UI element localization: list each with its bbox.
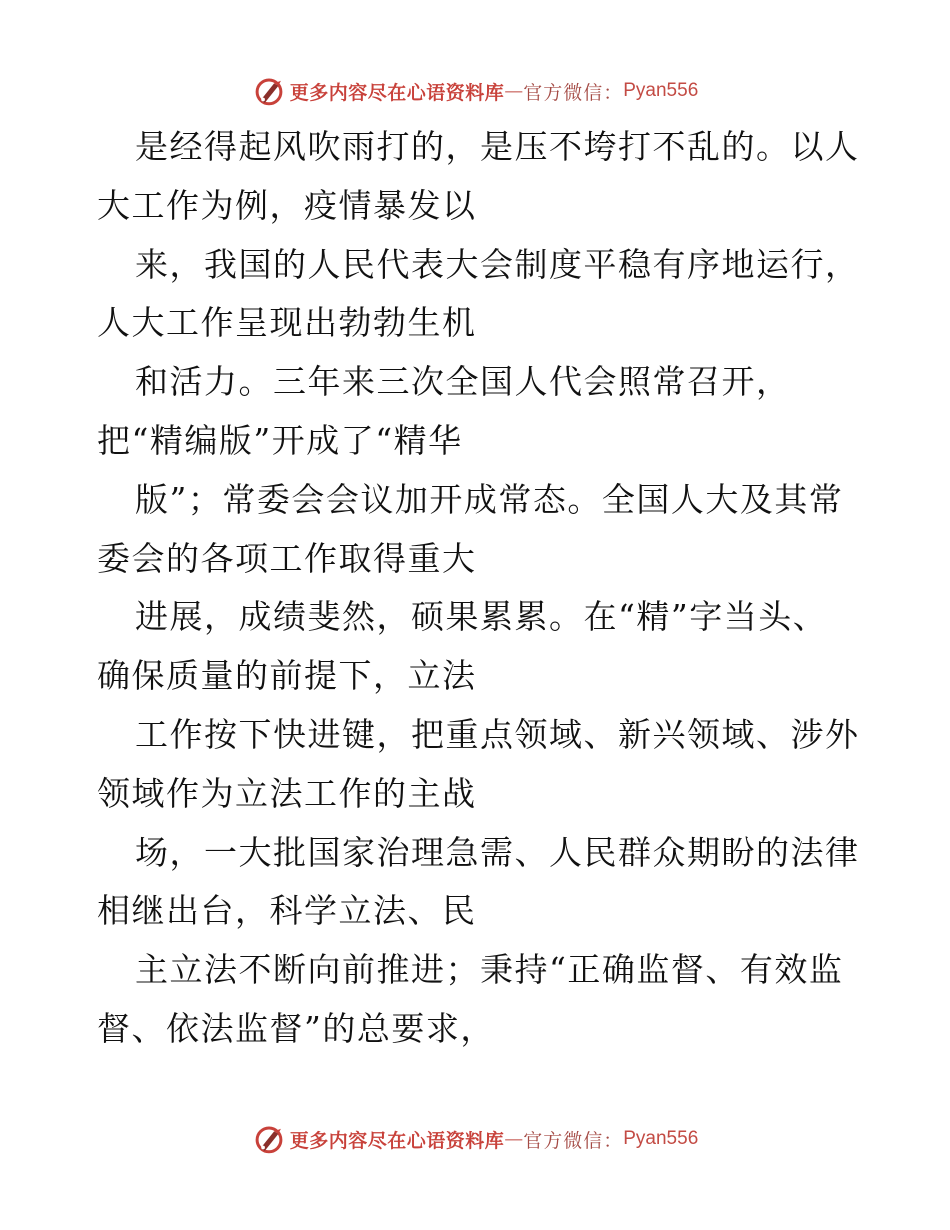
body-line-15: 主立法不断向前推进；秉持“正确监督、有效监: [135, 950, 844, 990]
document-body: [97, 118, 867, 1059]
body-line-12: 领域作为立法工作的主战: [97, 773, 477, 813]
wechat-label: 官方微信：: [523, 81, 624, 104]
pen-logo-icon: [252, 74, 286, 108]
body-line-10: 确保质量的前提下，立法: [97, 656, 477, 696]
body-line-16: 督、依法监督”的总要求，: [97, 1008, 495, 1048]
body-line-11: 工作按下快进键，把重点领域、新兴领域、涉外: [135, 714, 860, 754]
body-line-7: 版”；常委会会议加开成常态。全国人大及其常: [135, 479, 844, 519]
separator-dash: —: [504, 80, 524, 102]
body-line-2: 大工作为例，疫情暴发以: [97, 185, 477, 225]
separator-dash: —: [504, 1128, 524, 1150]
body-line-14: 相继出台，科学立法、民: [97, 891, 477, 931]
body-line-9: 进展，成绩斐然，硕果累累。在“精”字当头、: [135, 597, 828, 637]
wechat-id: Pyan556: [623, 1128, 699, 1149]
pen-logo-icon: [252, 1122, 286, 1156]
body-line-4: 人大工作呈现出勃勃生机: [97, 303, 477, 343]
header-banner: [0, 71, 950, 111]
footer-banner: [0, 1119, 950, 1159]
wechat-label: 官方微信：: [523, 1129, 624, 1152]
body-line-3: 来，我国的人民代表大会制度平稳有序地运行，: [135, 244, 860, 284]
site-name: 更多内容尽在心语资料库: [289, 81, 505, 104]
body-line-8: 委会的各项工作取得重大: [97, 538, 477, 578]
body-line-6: 把“精编版”开成了“精华: [97, 420, 463, 460]
body-line-1: 是经得起风吹雨打的，是压不垮打不乱的。以人: [135, 127, 860, 166]
site-name: 更多内容尽在心语资料库: [289, 1129, 505, 1152]
wechat-id: Pyan556: [623, 80, 699, 101]
body-line-5: 和活力。三年来三次全国人代会照常召开，: [135, 362, 791, 402]
body-line-13: 场，一大批国家治理急需、人民群众期盼的法律: [135, 832, 860, 872]
